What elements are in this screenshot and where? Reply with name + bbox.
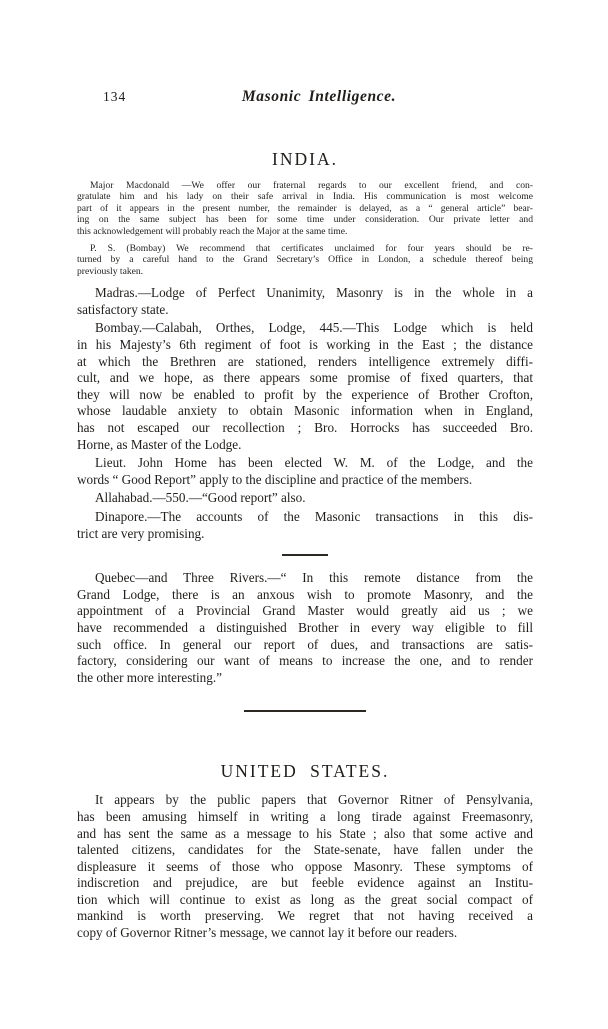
text-line: Bombay.—Calabah, Orthes, Lodge, 445.—This Lodge which is held — [95, 320, 533, 336]
text-line: tion which will continue to exist as long as the great social compact of — [77, 891, 533, 907]
text-line: in his Majesty’s 6th regiment of foot is working in the East ; the distance — [77, 337, 533, 353]
text-line: previously taken. — [77, 265, 144, 277]
text-line: words “ Good Report” apply to the discipline and practice of the members. — [77, 471, 473, 487]
text-line: Lieut. John Home has been elected W. M. of the Lodge, and the — [95, 455, 533, 471]
text-block — [77, 88, 533, 942]
text-line: P. S. (Bombay) We recommend that certificates unclaimed for four years should be re- — [90, 243, 533, 255]
text-line: It appears by the public papers that Governor Ritner of Pensylvania, — [95, 792, 533, 808]
text-line: have recommended a distinguished Brother in every way eligible to fill — [77, 619, 533, 635]
text-line: ing on the same subject has been for some time under consideration. Our private letter and — [77, 214, 533, 226]
text-line: talented citizens, candidates for the State-senate, have fallen under the — [77, 842, 533, 858]
text-line: indiscretion and prejudice, are but feeble evidence against an Institu- — [77, 875, 533, 891]
text-line: this acknowledgement will probably reach the Major at the same time. — [77, 225, 348, 237]
paragraph — [77, 570, 533, 686]
text-line: turned by a careful hand to the Grand Secretary’s Office in London, a schedule thereof being — [77, 254, 533, 266]
paragraph — [77, 490, 533, 507]
section-heading: INDIA. — [272, 149, 338, 169]
text-line: Madras.—Lodge of Perfect Unanimity, Masonry is in the whole in a — [95, 285, 533, 301]
text-line: Grand Lodge, there is an anxous wish to promote Masonry, and the — [77, 586, 533, 602]
section-divider — [282, 554, 328, 556]
paragraph — [77, 285, 533, 318]
text-line: they will now be enabled to profit by the experience of Brother Crofton, — [77, 386, 533, 402]
text-line: mankind is worth preserving. We regret that not having received a — [77, 908, 533, 924]
page-number: 134 — [103, 89, 127, 104]
text-line: and has sent the same as a message to his State ; also that some active and — [77, 825, 533, 841]
paragraph — [77, 792, 533, 941]
paragraph — [77, 509, 533, 542]
text-line: appointment of a Provincial Grand Master would greatly aid us ; we — [77, 603, 533, 619]
page-header — [77, 88, 533, 108]
paragraph — [77, 320, 533, 453]
text-line: gratulate him and his lady on their safe arrival in India. His communication is most welcome — [77, 191, 533, 203]
text-line: Horne, as Master of the Lodge. — [77, 436, 242, 452]
text-line: the other more interesting.” — [77, 669, 223, 685]
text-line: Dinapore.—The accounts of the Masonic transactions in this dis- — [95, 508, 533, 524]
paragraph — [77, 180, 533, 237]
text-line: Major Macdonald —We offer our fraternal regards to our excellent friend, and con- — [90, 180, 533, 191]
text-line: copy of Governor Ritner’s message, we cannot lay it before our readers. — [77, 925, 458, 941]
text-line: satisfactory state. — [77, 301, 169, 317]
text-line: Quebec—and Three Rivers.—“ In this remote distance from the — [95, 570, 533, 586]
section-divider — [244, 710, 366, 712]
text-line: has not escaped our recollection ; Bro. Horrocks has succeeded Bro. — [77, 420, 533, 435]
section-heading: UNITED STATES. — [220, 761, 390, 782]
text-line: trict are very promising. — [77, 525, 205, 541]
running-title: Masonic Intelligence. — [241, 88, 397, 105]
text-line: part of it appears in the present number, the remainder is delayed, as a “ general article” bear- — [77, 202, 533, 214]
page-body — [77, 148, 533, 942]
text-line: at which the Brethren are stationed, renders intelligence extremely diffi- — [77, 353, 533, 369]
text-line: factory, considering our want of means to increase the one, and to render — [77, 653, 533, 669]
paragraph — [77, 243, 533, 277]
text-line: cult, and we hope, as there appears some promise of fixed quarters, that — [77, 370, 533, 386]
text-line: such office. In general our report of dues, and transactions are satis- — [77, 636, 533, 652]
text-line: displeasure it seems of those who oppose Masonry. These symptoms of — [77, 858, 533, 874]
text-line: has been amusing himself in writing a long tirade against Freemasonry, — [77, 808, 533, 824]
text-line: whose laudable anxiety to obtain Masonic information when in England, — [77, 403, 533, 419]
paragraph — [77, 455, 533, 488]
text-line: Allahabad.—550.—“Good report” also. — [95, 490, 306, 506]
